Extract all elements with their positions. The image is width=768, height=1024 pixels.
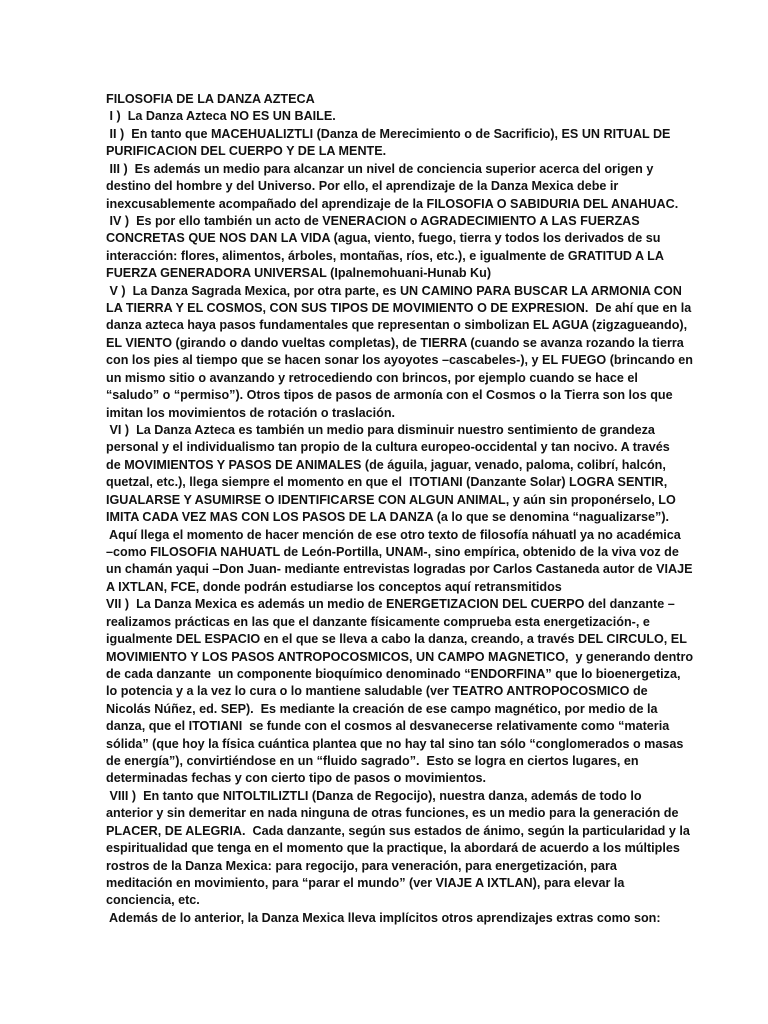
text-line: “saludo” o “permiso”). Otros tipos de pasos de armonía con el Cosmos o la Tierra son los que [106, 388, 673, 403]
text-line: meditación en movimiento, para “parar el mundo” (ver VIAJE A IXTLAN), para elevar la [106, 875, 625, 890]
text-line: PLACER, DE ALEGRIA. Cada danzante, según sus estados de ánimo, según la particularidad y la [106, 823, 690, 838]
document-text [106, 91, 694, 927]
text-line: PURIFICACION DEL CUERPO Y DE LA MENTE. [106, 144, 387, 159]
text-line: de energía”), convirtiéndose en un “fluido sagrado”. Esto se logra en ciertos lugares, en [106, 754, 639, 769]
text-line: de cada danzante un componente bioquímico denominado “ENDORFINA” que lo bioenergetiza, [106, 666, 681, 681]
text-line: IV ) Es por ello también un acto de VENERACION o AGRADECIMIENTO A LAS FUERZAS [106, 213, 640, 228]
text-line: LA TIERRA Y EL COSMOS, CON SUS TIPOS DE MOVIMIENTO O DE EXPRESION. De ahí que en la [106, 301, 692, 316]
text-line: EL VIENTO (girando o dando vueltas completas), de TIERRA (cuando se avanza rozando la tierra [106, 335, 684, 350]
text-line: determinadas fechas y con cierto tipo de pasos o movimientos. [106, 771, 487, 786]
text-line: imitan los movimientos de rotación o traslación. [106, 405, 396, 420]
text-line: espiritualidad que tenga en el momento que la practique, la abordará de acuerdo a los múltiples [106, 841, 680, 856]
text-line: V ) La Danza Sagrada Mexica, por otra parte, es UN CAMINO PARA BUSCAR LA ARMONIA CON [106, 283, 682, 298]
text-line: I ) La Danza Azteca NO ES UN BAILE. [106, 109, 336, 124]
text-line: personal y el individualismo tan propio de la cultura europeo-occidental y tan nocivo. A través [106, 440, 670, 455]
text-line: IMITA CADA VEZ MAS CON LOS PASOS DE LA DANZA (a lo que se denomina “nagualizarse”). [106, 510, 670, 525]
text-line: VI ) La Danza Azteca es también un medio para disminuir nuestro sentimiento de grandeza [106, 423, 655, 438]
text-line: A IXTLAN, FCE, donde podrán estudiarse los conceptos aquí retransmitidos [106, 579, 562, 594]
text-line: con los pies al tiempo que se hacen sonar los ayoyotes –cascabeles-), y EL FUEGO (brincando en [106, 353, 693, 368]
text-line: danza azteca haya pasos fundamentales que representan o simbolizan EL AGUA (zigzagueando), [106, 318, 688, 333]
text-line: Aquí llega el momento de hacer mención de ese otro texto de filosofía náhuatl ya no académica [106, 527, 681, 542]
text-line: un chamán yaqui –Don Juan- mediante entrevistas logradas por Carlos Castaneda autor de VIAJE [106, 562, 693, 577]
text-line: conciencia, etc. [106, 893, 200, 908]
text-line: VIII ) En tanto que NITOLTILIZTLI (Danza de Regocijo), nuestra danza, además de todo lo [106, 788, 642, 803]
text-line: lo potencia y a la vez lo cura o lo mantiene saludable (ver TEATRO ANTROPOCOSMICO de [106, 684, 648, 699]
text-line: II ) En tanto que MACEHUALIZTLI (Danza de Merecimiento o de Sacrificio), ES UN RITUAL DE [106, 126, 671, 141]
text-line: III ) Es además un medio para alcanzar un nivel de conciencia superior acerca del origen y [106, 161, 654, 176]
text-line: destino del hombre y del Universo. Por ello, el aprendizaje de la Danza Mexica debe ir [106, 179, 619, 194]
text-line: sólida” (que hoy la física cuántica plantea que no hay tal sino tan sólo “conglomerados o masas [106, 736, 684, 751]
document-title: FILOSOFIA DE LA DANZA AZTECA [106, 92, 315, 106]
text-line: IGUALARSE Y ASUMIRSE O IDENTIFICARSE CON ALGUN ANIMAL, y aún sin proponérselo, LO [106, 492, 676, 507]
text-line: un mismo sitio o avanzando y retrocediendo con brincos, por ejemplo cuando se hace el [106, 370, 638, 385]
text-line: realizamos prácticas en las que el danzante físicamente comprueba esta energetización-, e [106, 614, 650, 629]
text-line: VII ) La Danza Mexica es además un medio de ENERGETIZACION DEL CUERPO del danzante – [106, 597, 675, 612]
text-line: interacción: flores, alimentos, árboles, montañas, ríos, etc.), e igualmente de GRATITUD A LA [106, 248, 664, 263]
text-line: inexcusablemente acompañado del aprendizaje de la FILOSOFIA O SABIDURIA DEL ANAHUAC. [106, 196, 679, 211]
text-line: MOVIMIENTO Y LOS PASOS ANTROPOCOSMICOS, UN CAMPO MAGNETICO, y generando dentro [106, 649, 694, 664]
text-line: danza, que el ITOTIANI se funde con el cosmos al desvanecerse relativamente como “materia [106, 719, 670, 734]
text-line: quetzal, etc.), llega siempre el momento en que el ITOTIANI (Danzante Solar) LOGRA SENTIR, [106, 475, 668, 490]
text-line: –como FILOSOFIA NAHUATL de León-Portilla, UNAM-, sino empírica, obtenido de la viva voz de [106, 544, 679, 559]
text-line: anterior y sin demeritar en nada ninguna de otras funciones, es un medio para la generación de [106, 806, 679, 821]
text-line: de MOVIMIENTOS Y PASOS DE ANIMALES (de águila, jaguar, venado, paloma, colibrí, halcón, [106, 457, 666, 472]
text-line: rostros de la Danza Mexica: para regocijo, para veneración, para energetización, para [106, 858, 617, 873]
text-line: igualmente DEL ESPACIO en el que se lleva a cabo la danza, creando, a través DEL CIRCULO, EL [106, 632, 687, 647]
text-line: Nicolás Núñez, ed. SEP). Es mediante la creación de ese campo magnético, por medio de la [106, 701, 658, 716]
text-line: Además de lo anterior, la Danza Mexica lleva implícitos otros aprendizajes extras como son: [106, 910, 661, 925]
text-line: FUERZA GENERADORA UNIVERSAL (Ipalnemohuani-Hunab Ku) [106, 266, 492, 281]
text-line: CONCRETAS QUE NOS DAN LA VIDA (agua, viento, fuego, tierra y todos los derivados de su [106, 231, 661, 246]
